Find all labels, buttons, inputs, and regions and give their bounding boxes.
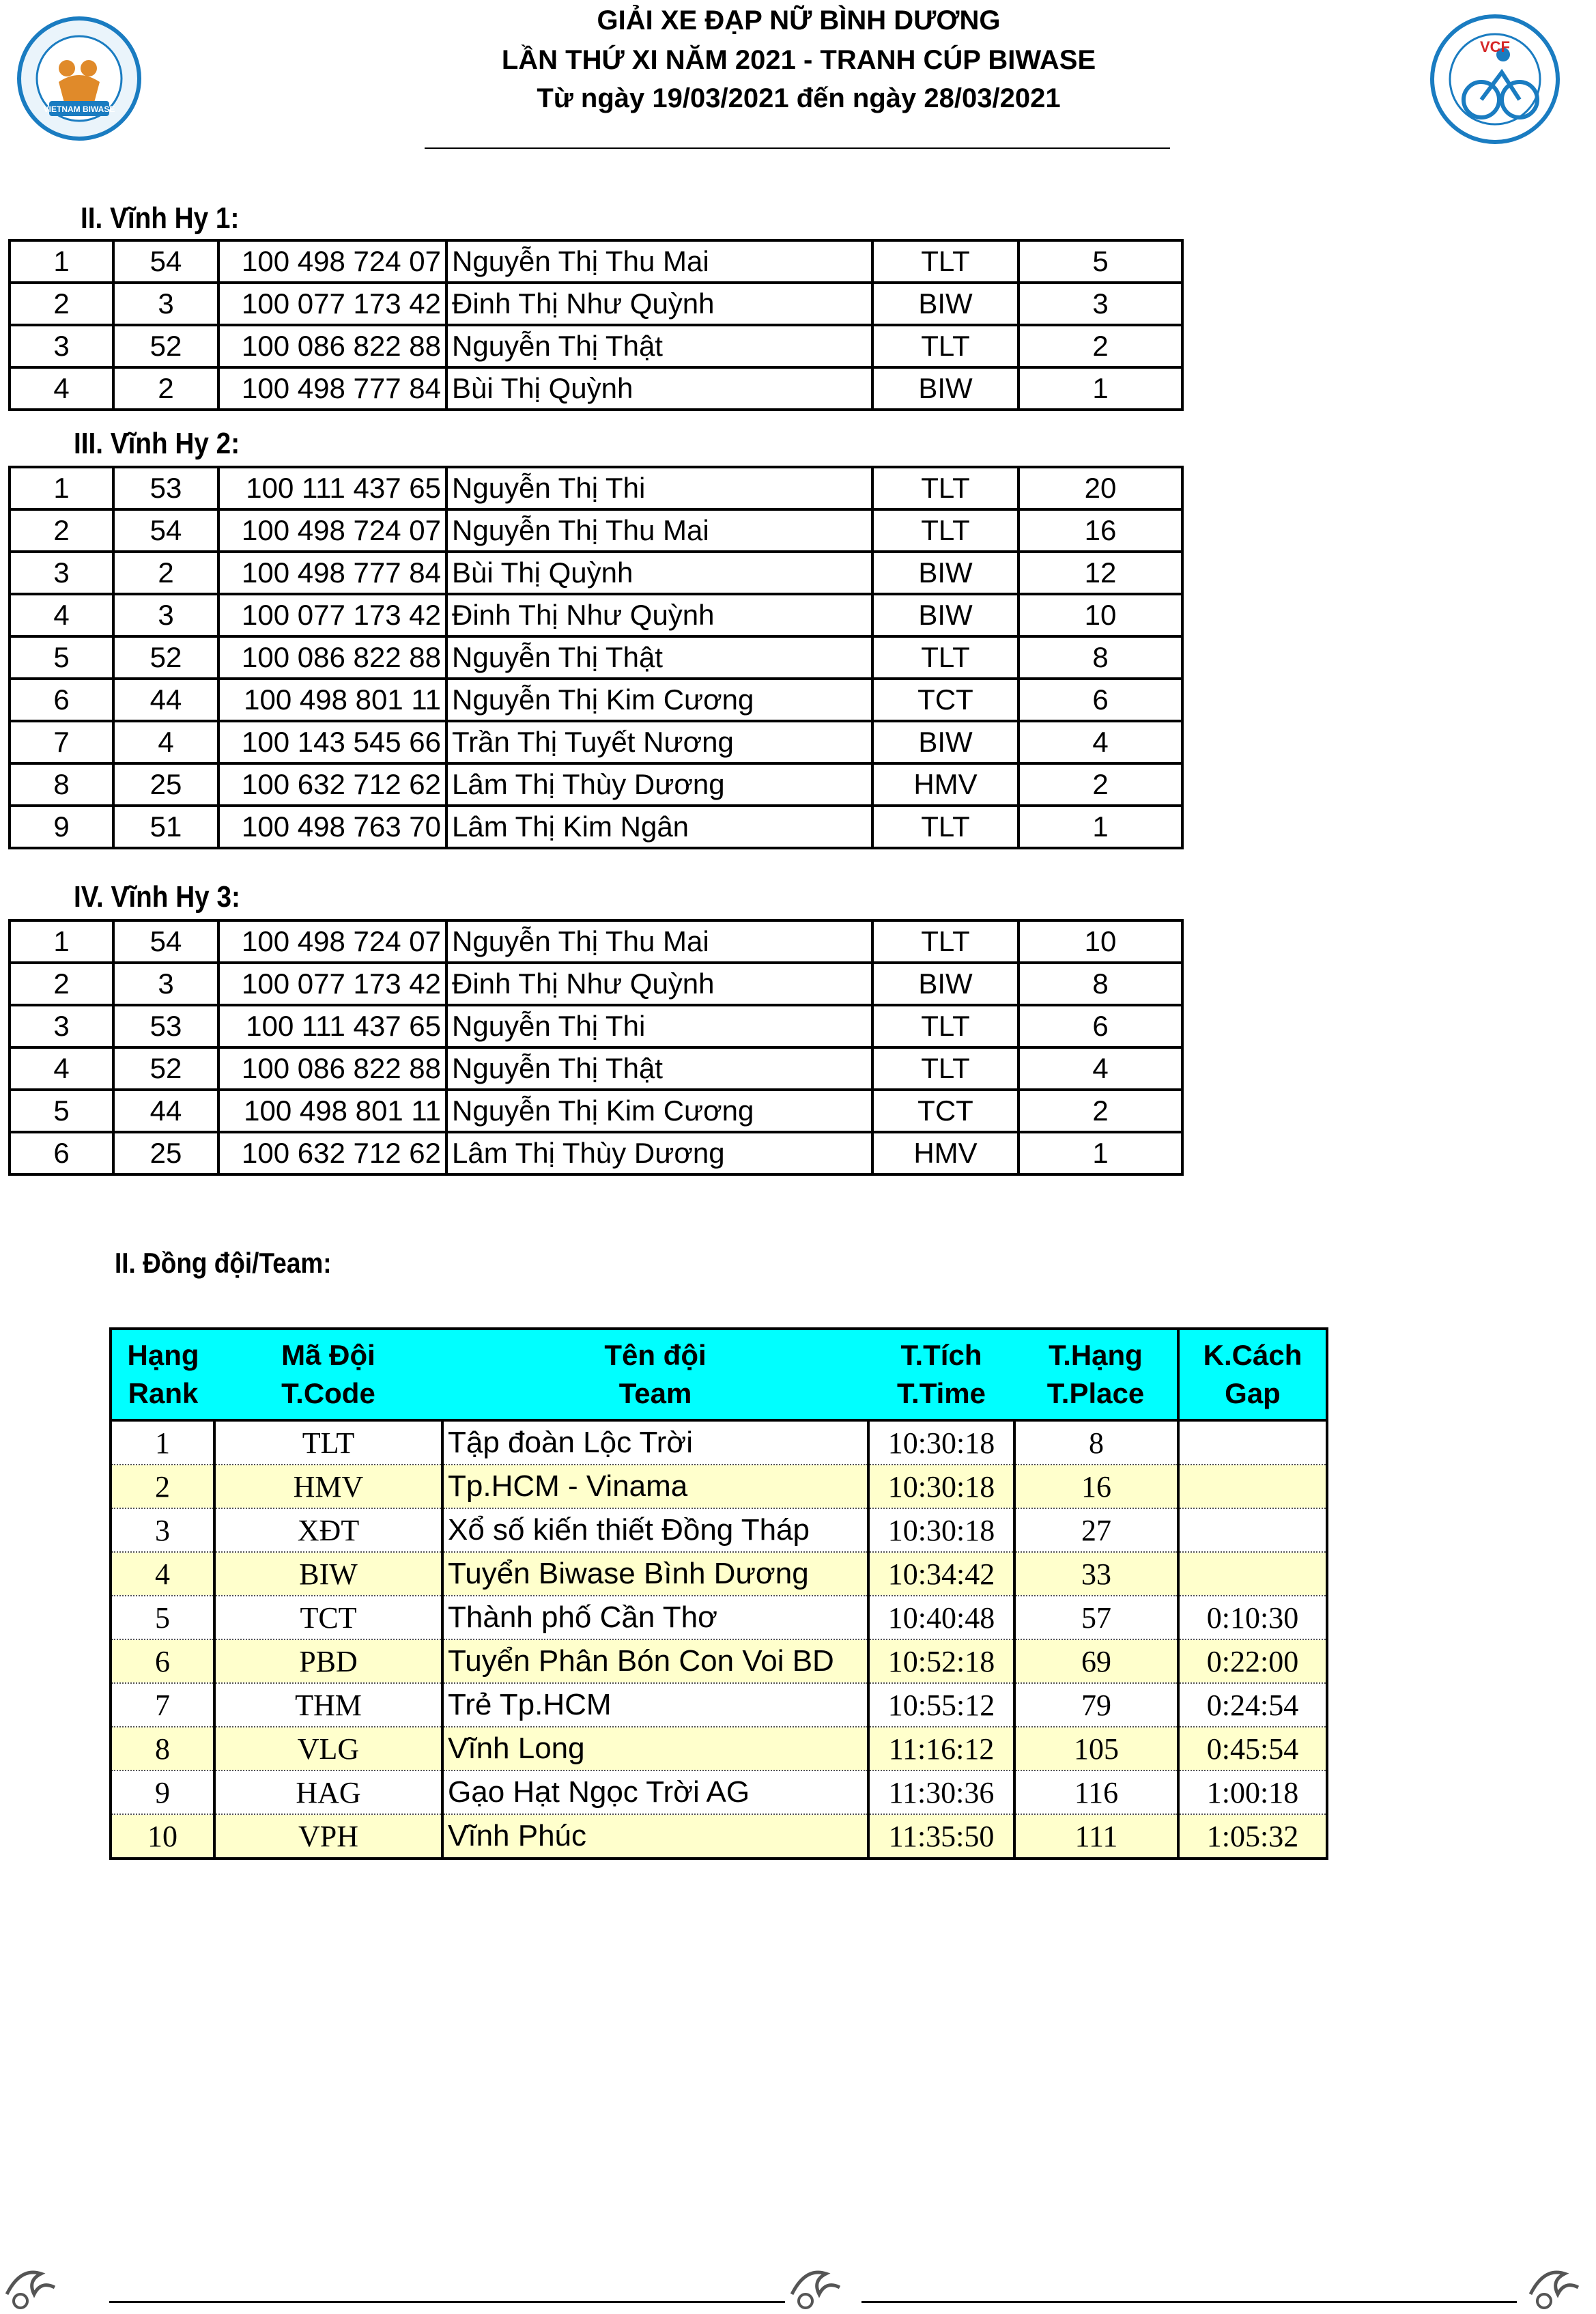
points-cell: 6 xyxy=(1018,679,1182,721)
header-line-2: LẦN THỨ XI NĂM 2021 - TRANH CÚP BIWASE xyxy=(501,45,1096,75)
rider-name-cell: Đinh Thị Như Quỳnh xyxy=(446,283,872,325)
team-row xyxy=(111,1420,1327,1465)
team-time-cell: 11:35:50 xyxy=(868,1814,1014,1859)
rank-cell: 6 xyxy=(10,679,113,721)
team-gap-cell: 0:24:54 xyxy=(1178,1683,1327,1727)
points-cell: 10 xyxy=(1018,920,1182,963)
team-time-cell: 11:30:36 xyxy=(868,1770,1014,1814)
team-gap-cell xyxy=(1178,1508,1327,1552)
team-code-cell: TCT xyxy=(872,1090,1018,1132)
table-row xyxy=(10,552,1182,594)
bib-cell: 52 xyxy=(113,636,218,679)
team-row xyxy=(111,1596,1327,1639)
rider-name-cell: Nguyễn Thị Thật xyxy=(446,1047,872,1090)
bib-cell: 44 xyxy=(113,1090,218,1132)
uci-id-cell: 100 498 763 70 xyxy=(218,806,446,848)
rank-cell: 1 xyxy=(10,240,113,283)
rider-name-cell: Lâm Thị Thùy Dương xyxy=(446,763,872,806)
uci-id-cell: 100 498 801 11 xyxy=(218,679,446,721)
points-cell: 16 xyxy=(1018,509,1182,552)
uci-id-cell: 100 498 724 07 xyxy=(218,240,446,283)
rider-name-cell: Nguyễn Thị Thu Mai xyxy=(446,509,872,552)
points-cell: 10 xyxy=(1018,594,1182,636)
rider-name-cell: Nguyễn Thị Thi xyxy=(446,467,872,509)
bib-cell: 44 xyxy=(113,679,218,721)
team-row xyxy=(111,1639,1327,1683)
rider-name-cell: Nguyễn Thị Kim Cương xyxy=(446,1090,872,1132)
team-code-cell: TLT xyxy=(872,636,1018,679)
rank-cell: 5 xyxy=(10,1090,113,1132)
uci-id-cell: 100 498 777 84 xyxy=(218,552,446,594)
team-code-cell: HMV xyxy=(872,1132,1018,1174)
team-time-cell: 10:55:12 xyxy=(868,1683,1014,1727)
team-rank-cell: 8 xyxy=(111,1727,214,1770)
table-row xyxy=(10,467,1182,509)
team-place-cell: 57 xyxy=(1014,1596,1178,1639)
uci-id-cell: 100 498 724 07 xyxy=(218,509,446,552)
team-rank-cell: 1 xyxy=(111,1420,214,1465)
team-time-cell: 11:16:12 xyxy=(868,1727,1014,1770)
points-cell: 8 xyxy=(1018,963,1182,1005)
footer-rule-left xyxy=(109,2301,785,2303)
rank-cell: 2 xyxy=(10,963,113,1005)
team-code-cell: BIW xyxy=(214,1552,442,1596)
rank-cell: 2 xyxy=(10,283,113,325)
team-place-cell: 33 xyxy=(1014,1552,1178,1596)
team-code-cell: BIW xyxy=(872,552,1018,594)
rider-name-cell: Lâm Thị Kim Ngân xyxy=(446,806,872,848)
team-row xyxy=(111,1465,1327,1508)
logo-right-text: VCF xyxy=(1480,38,1510,55)
uci-id-cell: 100 077 173 42 xyxy=(218,963,446,1005)
table-row xyxy=(10,920,1182,963)
team-table-header xyxy=(111,1329,1327,1420)
uci-id-cell: 100 086 822 88 xyxy=(218,1047,446,1090)
rider-name-cell: Bùi Thị Quỳnh xyxy=(446,552,872,594)
team-gap-cell: 1:05:32 xyxy=(1178,1814,1327,1859)
team-rank-cell: 10 xyxy=(111,1814,214,1859)
team-code-cell: BIW xyxy=(872,963,1018,1005)
rider-name-cell: Nguyễn Thị Thật xyxy=(446,325,872,367)
uci-id-cell: 100 111 437 65 xyxy=(218,467,446,509)
points-cell: 4 xyxy=(1018,1047,1182,1090)
bib-cell: 52 xyxy=(113,1047,218,1090)
team-name-cell: Tuyển Biwase Bình Dương xyxy=(442,1552,868,1596)
rank-cell: 9 xyxy=(10,806,113,848)
table-row xyxy=(10,283,1182,325)
bib-cell: 3 xyxy=(113,963,218,1005)
footer-cyclist-icon xyxy=(1524,2253,1592,2312)
header-rank: Hạng Rank xyxy=(111,1329,214,1420)
team-code-cell: HMV xyxy=(872,763,1018,806)
team-name-cell: Vĩnh Phúc xyxy=(442,1814,868,1859)
uci-id-cell: 100 111 437 65 xyxy=(218,1005,446,1047)
table-row xyxy=(10,1090,1182,1132)
rider-name-cell: Nguyễn Thị Kim Cương xyxy=(446,679,872,721)
rank-cell: 2 xyxy=(10,509,113,552)
section-title-vinh-hy-2: III. Vĩnh Hy 2: xyxy=(74,427,240,460)
points-cell: 20 xyxy=(1018,467,1182,509)
bib-cell: 53 xyxy=(113,1005,218,1047)
team-rank-cell: 5 xyxy=(111,1596,214,1639)
team-code-cell: VLG xyxy=(214,1727,442,1770)
table-row xyxy=(10,636,1182,679)
section-title-vinh-hy-3: IV. Vĩnh Hy 3: xyxy=(74,880,240,914)
table-row xyxy=(10,367,1182,410)
vcf-logo-icon xyxy=(1420,11,1570,147)
team-row xyxy=(111,1727,1327,1770)
team-name-cell: Tuyển Phân Bón Con Voi BD xyxy=(442,1639,868,1683)
uci-id-cell: 100 086 822 88 xyxy=(218,325,446,367)
bib-cell: 54 xyxy=(113,509,218,552)
team-place-cell: 16 xyxy=(1014,1465,1178,1508)
points-cell: 8 xyxy=(1018,636,1182,679)
points-cell: 2 xyxy=(1018,325,1182,367)
header-gap: K.Cách Gap xyxy=(1178,1329,1327,1420)
rider-name-cell: Lâm Thị Thùy Dương xyxy=(446,1132,872,1174)
team-code-cell: TCT xyxy=(872,679,1018,721)
points-cell: 12 xyxy=(1018,552,1182,594)
bib-cell: 52 xyxy=(113,325,218,367)
team-time-cell: 10:30:18 xyxy=(868,1465,1014,1508)
team-place-cell: 116 xyxy=(1014,1770,1178,1814)
uci-id-cell: 100 498 724 07 xyxy=(218,920,446,963)
team-place-cell: 111 xyxy=(1014,1814,1178,1859)
rank-cell: 4 xyxy=(10,594,113,636)
uci-id-cell: 100 143 545 66 xyxy=(218,721,446,763)
team-gap-cell xyxy=(1178,1552,1327,1596)
team-code-cell: BIW xyxy=(872,283,1018,325)
event-logo-icon xyxy=(4,14,154,143)
bib-cell: 4 xyxy=(113,721,218,763)
points-cell: 5 xyxy=(1018,240,1182,283)
team-name-cell: Vĩnh Long xyxy=(442,1727,868,1770)
team-name-cell: Thành phố Cần Thơ xyxy=(442,1596,868,1639)
team-place-cell: 105 xyxy=(1014,1727,1178,1770)
uci-id-cell: 100 632 712 62 xyxy=(218,763,446,806)
rider-name-cell: Đinh Thị Như Quỳnh xyxy=(446,594,872,636)
uci-id-cell: 100 077 173 42 xyxy=(218,283,446,325)
footer-cyclist-icon xyxy=(785,2253,853,2312)
points-cell: 1 xyxy=(1018,367,1182,410)
table-row xyxy=(10,594,1182,636)
bib-cell: 51 xyxy=(113,806,218,848)
rider-name-cell: Đinh Thị Như Quỳnh xyxy=(446,963,872,1005)
team-standings-table xyxy=(109,1327,1328,1860)
team-code-cell: HMV xyxy=(214,1465,442,1508)
team-code-cell: TLT xyxy=(872,1005,1018,1047)
bib-cell: 54 xyxy=(113,240,218,283)
points-cell: 3 xyxy=(1018,283,1182,325)
uci-id-cell: 100 077 173 42 xyxy=(218,594,446,636)
points-cell: 2 xyxy=(1018,1090,1182,1132)
team-name-cell: Tập đoàn Lộc Trời xyxy=(442,1420,868,1465)
team-code-cell: TLT xyxy=(872,240,1018,283)
rank-cell: 1 xyxy=(10,920,113,963)
team-time-cell: 10:34:42 xyxy=(868,1552,1014,1596)
team-place-cell: 69 xyxy=(1014,1639,1178,1683)
table-row xyxy=(10,1047,1182,1090)
team-row xyxy=(111,1814,1327,1859)
bib-cell: 25 xyxy=(113,1132,218,1174)
team-rank-cell: 2 xyxy=(111,1465,214,1508)
bib-cell: 53 xyxy=(113,467,218,509)
rank-cell: 3 xyxy=(10,552,113,594)
rank-cell: 5 xyxy=(10,636,113,679)
rank-cell: 8 xyxy=(10,763,113,806)
table-row xyxy=(10,1005,1182,1047)
team-code-cell: TLT xyxy=(872,1047,1018,1090)
results-table-vinh-hy-3 xyxy=(8,919,1184,1176)
uci-id-cell: 100 632 712 62 xyxy=(218,1132,446,1174)
uci-id-cell: 100 498 801 11 xyxy=(218,1090,446,1132)
team-code-cell: XĐT xyxy=(214,1508,442,1552)
team-rank-cell: 4 xyxy=(111,1552,214,1596)
document-header xyxy=(0,0,1596,164)
team-rank-cell: 3 xyxy=(111,1508,214,1552)
header-team-code: Mã Đội T.Code xyxy=(214,1329,442,1420)
bib-cell: 3 xyxy=(113,283,218,325)
team-place-cell: 27 xyxy=(1014,1508,1178,1552)
team-time-cell: 10:30:18 xyxy=(868,1508,1014,1552)
rank-cell: 4 xyxy=(10,367,113,410)
team-code-cell: HAG xyxy=(214,1770,442,1814)
team-name-cell: Gạo Hạt Ngọc Trời AG xyxy=(442,1770,868,1814)
team-code-cell: TLT xyxy=(872,325,1018,367)
team-code-cell: TLT xyxy=(214,1420,442,1465)
rank-cell: 3 xyxy=(10,325,113,367)
points-cell: 1 xyxy=(1018,806,1182,848)
team-code-cell: BIW xyxy=(872,594,1018,636)
team-row xyxy=(111,1683,1327,1727)
footer-cyclist-icon xyxy=(0,2253,68,2312)
points-cell: 1 xyxy=(1018,1132,1182,1174)
rider-name-cell: Nguyễn Thị Thu Mai xyxy=(446,240,872,283)
team-rank-cell: 9 xyxy=(111,1770,214,1814)
team-code-cell: THM xyxy=(214,1683,442,1727)
team-name-cell: Xổ số kiến thiết Đồng Tháp xyxy=(442,1508,868,1552)
table-row xyxy=(10,721,1182,763)
team-section-title: II. Đồng đội/Team: xyxy=(115,1247,332,1279)
table-row xyxy=(10,806,1182,848)
section-title-vinh-hy-1: II. Vĩnh Hy 1: xyxy=(81,201,240,235)
team-code-cell: PBD xyxy=(214,1639,442,1683)
rank-cell: 6 xyxy=(10,1132,113,1174)
header-team-time: T.Tích T.Time xyxy=(868,1329,1014,1420)
bib-cell: 25 xyxy=(113,763,218,806)
bib-cell: 3 xyxy=(113,594,218,636)
team-place-cell: 79 xyxy=(1014,1683,1178,1727)
team-gap-cell xyxy=(1178,1420,1327,1465)
team-place-cell: 8 xyxy=(1014,1420,1178,1465)
header-team-place: T.Hạng T.Place xyxy=(1014,1329,1178,1420)
bib-cell: 2 xyxy=(113,367,218,410)
team-code-cell: BIW xyxy=(872,721,1018,763)
results-table-vinh-hy-1 xyxy=(8,239,1184,411)
rider-name-cell: Nguyễn Thị Thật xyxy=(446,636,872,679)
rider-name-cell: Nguyễn Thị Thi xyxy=(446,1005,872,1047)
team-gap-cell: 0:45:54 xyxy=(1178,1727,1327,1770)
table-row xyxy=(10,763,1182,806)
rider-name-cell: Nguyễn Thị Thu Mai xyxy=(446,920,872,963)
team-row xyxy=(111,1508,1327,1552)
team-row xyxy=(111,1770,1327,1814)
rank-cell: 4 xyxy=(10,1047,113,1090)
points-cell: 4 xyxy=(1018,721,1182,763)
header-dates: Từ ngày 19/03/2021 đến ngày 28/03/2021 xyxy=(537,83,1061,113)
rank-cell: 3 xyxy=(10,1005,113,1047)
team-rank-cell: 6 xyxy=(111,1639,214,1683)
logo-left-text: VIETNAM BIWASE xyxy=(43,104,115,114)
team-time-cell: 10:40:48 xyxy=(868,1596,1014,1639)
header-team-name: Tên đội Team xyxy=(442,1329,868,1420)
team-rank-cell: 7 xyxy=(111,1683,214,1727)
bib-cell: 2 xyxy=(113,552,218,594)
team-code-cell: TLT xyxy=(872,467,1018,509)
team-time-cell: 10:30:18 xyxy=(868,1420,1014,1465)
bib-cell: 54 xyxy=(113,920,218,963)
team-code-cell: TCT xyxy=(214,1596,442,1639)
points-cell: 2 xyxy=(1018,763,1182,806)
team-code-cell: VPH xyxy=(214,1814,442,1859)
team-name-cell: Tp.HCM - Vinama xyxy=(442,1465,868,1508)
rider-name-cell: Bùi Thị Quỳnh xyxy=(446,367,872,410)
footer-rule-right xyxy=(861,2301,1517,2303)
team-code-cell: TLT xyxy=(872,806,1018,848)
team-code-cell: TLT xyxy=(872,509,1018,552)
team-gap-cell xyxy=(1178,1465,1327,1508)
rider-name-cell: Trần Thị Tuyết Nương xyxy=(446,721,872,763)
table-row xyxy=(10,325,1182,367)
team-code-cell: TLT xyxy=(872,920,1018,963)
team-name-cell: Trẻ Tp.HCM xyxy=(442,1683,868,1727)
table-row xyxy=(10,679,1182,721)
team-code-cell: BIW xyxy=(872,367,1018,410)
team-gap-cell: 1:00:18 xyxy=(1178,1770,1327,1814)
uci-id-cell: 100 498 777 84 xyxy=(218,367,446,410)
header-line-1: GIẢI XE ĐẠP NỮ BÌNH DƯƠNG xyxy=(597,5,1001,36)
team-gap-cell: 0:22:00 xyxy=(1178,1639,1327,1683)
table-row xyxy=(10,1132,1182,1174)
team-gap-cell: 0:10:30 xyxy=(1178,1596,1327,1639)
header-rule xyxy=(425,147,1170,149)
rank-cell: 7 xyxy=(10,721,113,763)
rank-cell: 1 xyxy=(10,467,113,509)
results-table-vinh-hy-2 xyxy=(8,466,1184,849)
table-row xyxy=(10,509,1182,552)
uci-id-cell: 100 086 822 88 xyxy=(218,636,446,679)
points-cell: 6 xyxy=(1018,1005,1182,1047)
team-time-cell: 10:52:18 xyxy=(868,1639,1014,1683)
table-row xyxy=(10,963,1182,1005)
team-row xyxy=(111,1552,1327,1596)
table-row xyxy=(10,240,1182,283)
